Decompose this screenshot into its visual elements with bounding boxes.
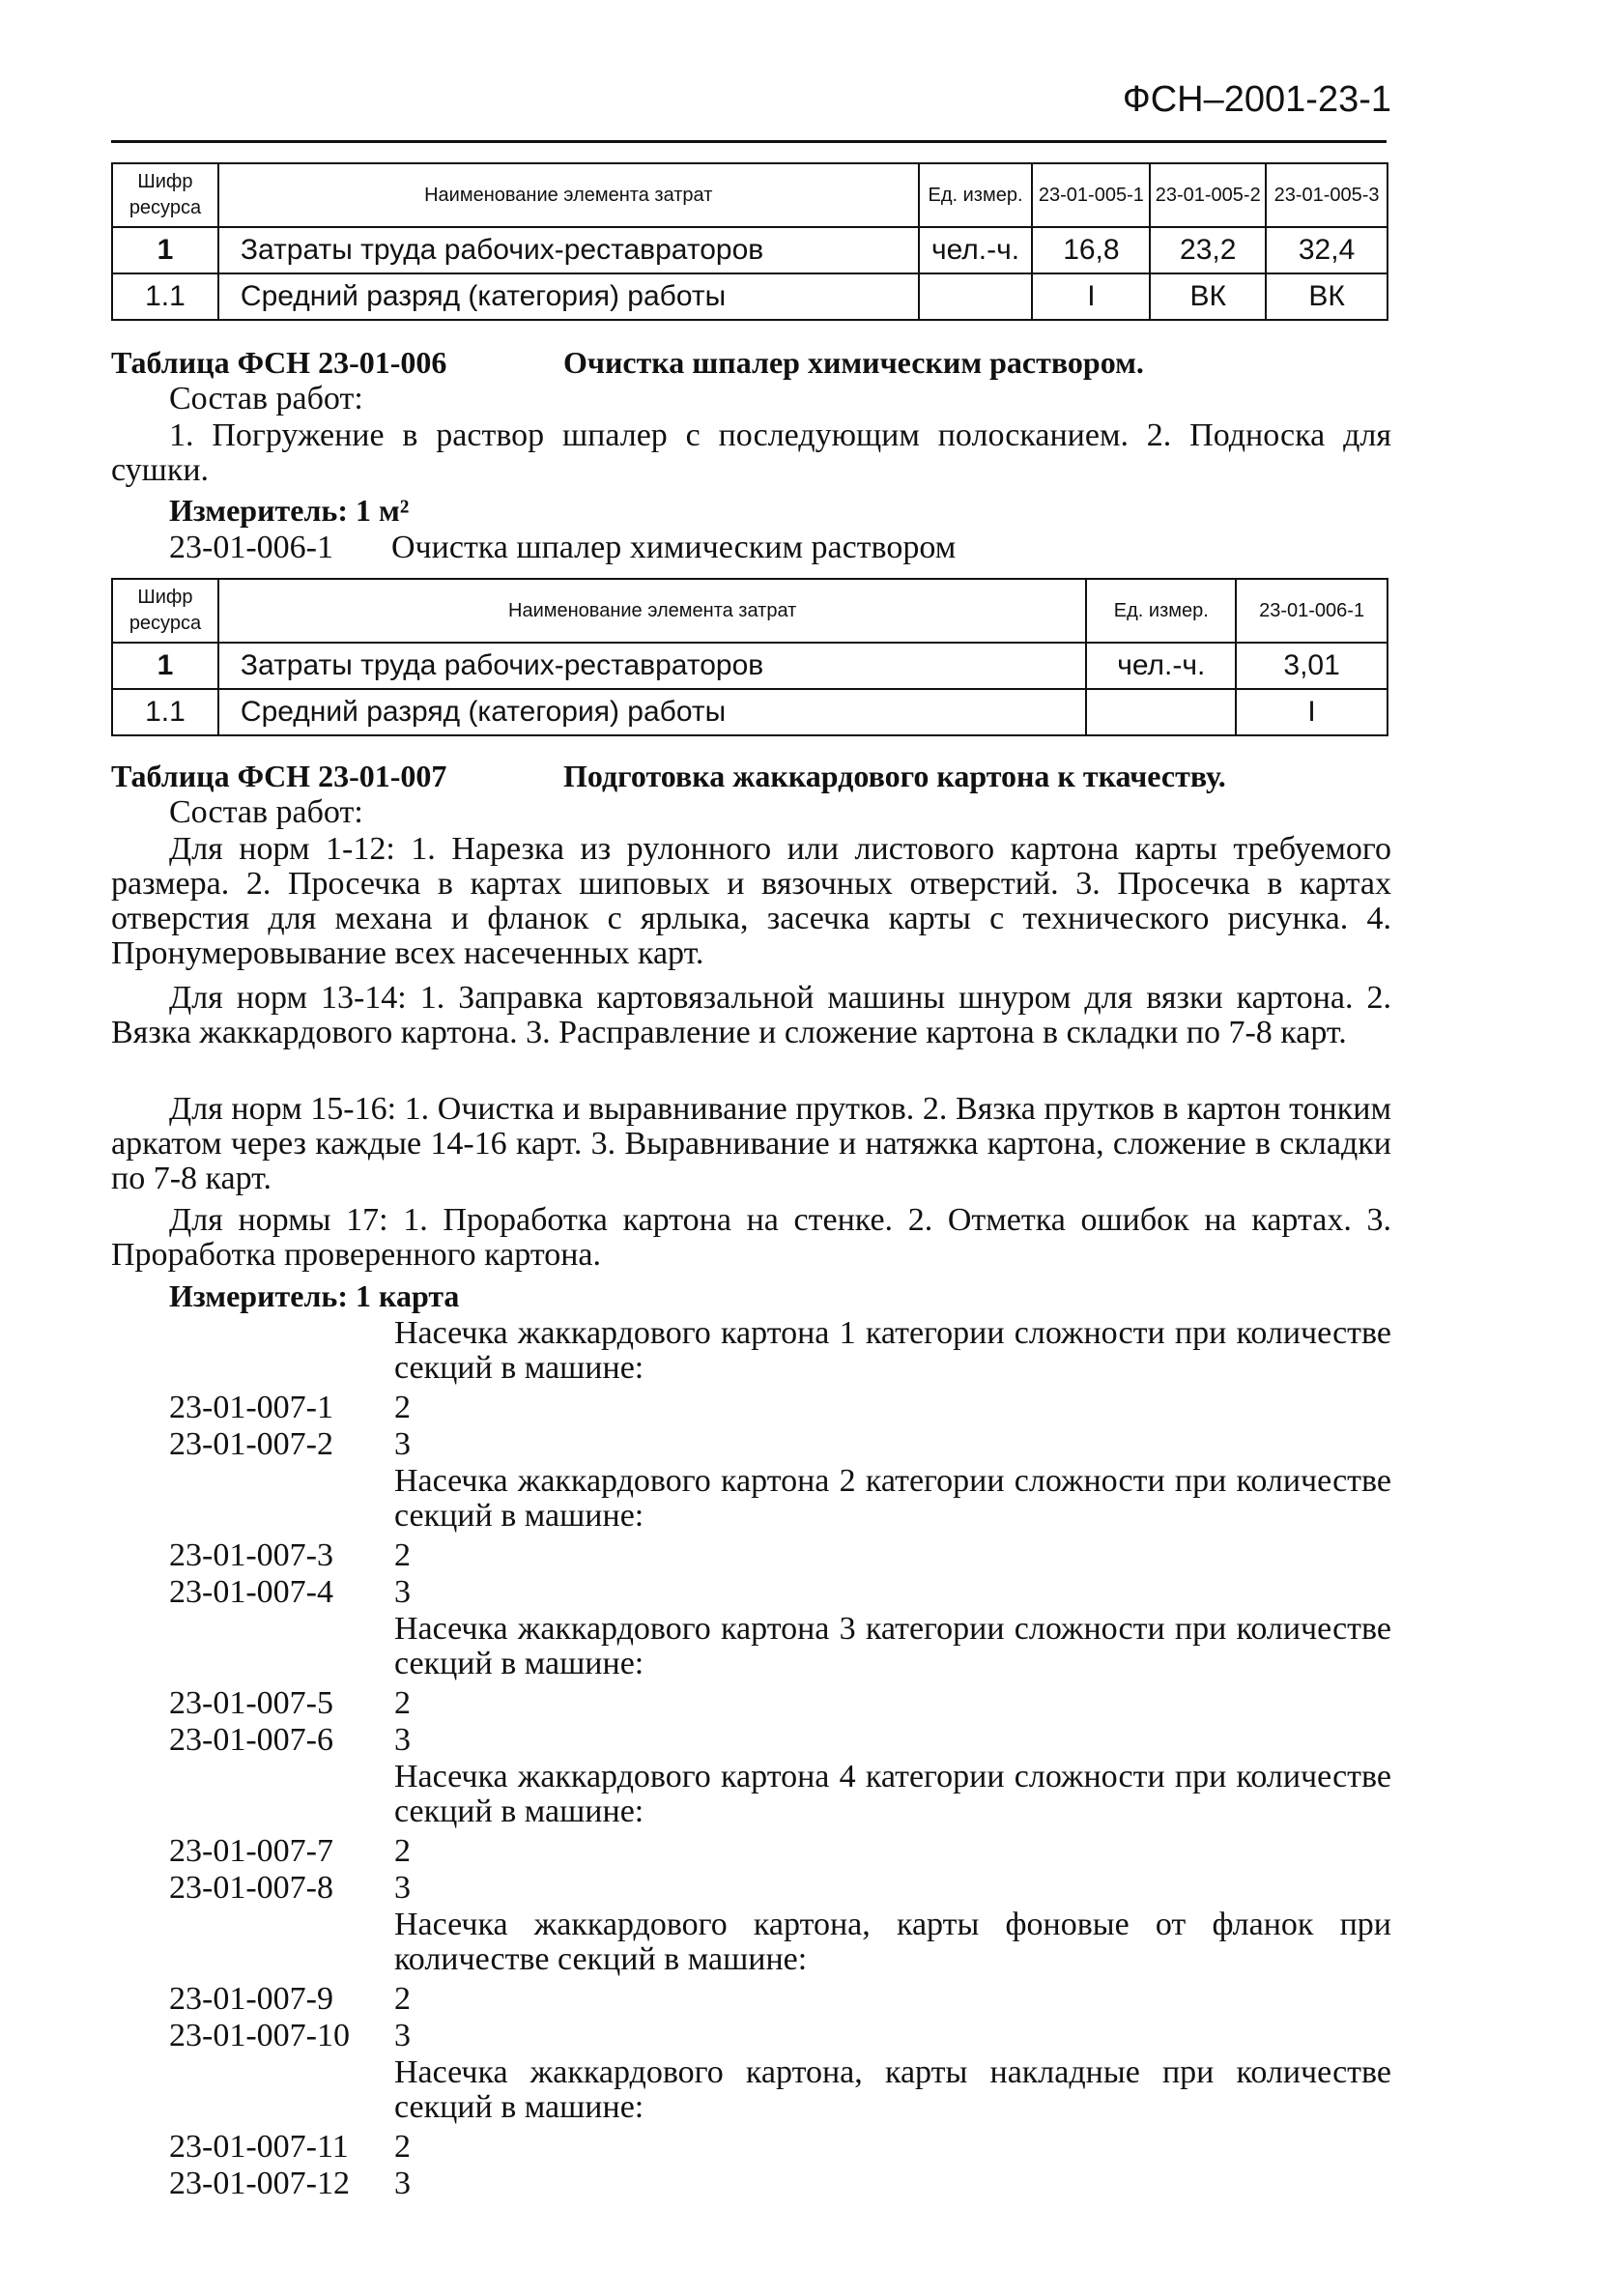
- norm-code: 23-01-007-2: [169, 1426, 333, 1462]
- table-cell: 16,8: [1032, 227, 1150, 273]
- table-cell: ВК: [1150, 273, 1266, 320]
- norm-code: 23-01-007-4: [169, 1574, 333, 1610]
- table-label: Таблица ФСН 23-01-006: [111, 345, 447, 380]
- works-paragraph: Для нормы 17: 1. Проработка картона на стенке. 2. Отметка ошибок на картах. 3. Проработка проверенного картона.: [111, 1202, 1391, 1273]
- header-cell: Шифр ресурса: [112, 163, 218, 227]
- section-heading: Подготовка жаккардового картона к ткачеству.: [563, 759, 1226, 793]
- norm-item: [169, 2166, 411, 2202]
- norm-code: 23-01-007-1: [169, 1390, 333, 1425]
- table-row: [112, 643, 1387, 689]
- norm-value: 2: [394, 1390, 411, 1425]
- table-header-row: [112, 163, 1387, 227]
- norm-item: [169, 530, 957, 566]
- header-cell: Наименование элемента затрат: [218, 579, 1086, 643]
- section-title-007: [111, 759, 1226, 794]
- norm-item: [169, 2018, 411, 2054]
- norm-code: 23-01-007-8: [169, 1870, 333, 1906]
- norm-group-name: Насечка жаккардового картона 4 категории сложности при количестве секций в машине:: [394, 1759, 1391, 1829]
- header-cell: Ед. измер.: [919, 163, 1033, 227]
- norm-item: [169, 1390, 411, 1426]
- table-label: Таблица ФСН 23-01-007: [111, 759, 447, 793]
- norm-code: 23-01-007-12: [169, 2166, 350, 2201]
- norm-group-name: Насечка жаккардового картона 1 категории сложности при количестве секций в машине:: [394, 1315, 1391, 1386]
- table-cell: I: [1236, 689, 1387, 735]
- norm-item: [169, 1685, 411, 1722]
- table-header-row: [112, 579, 1387, 643]
- norm-item: [169, 1981, 411, 2018]
- header-cell: 23-01-005-1: [1032, 163, 1150, 227]
- header-cell: 23-01-005-3: [1266, 163, 1387, 227]
- table-cell: Средний разряд (категория) работы: [218, 689, 1086, 735]
- norm-value: 2: [394, 2129, 411, 2165]
- table-cell: чел.-ч.: [919, 227, 1033, 273]
- norm-item: [169, 1722, 411, 1759]
- header-cell: 23-01-005-2: [1150, 163, 1266, 227]
- norm-item: [169, 1574, 411, 1611]
- works-paragraph: Для норм 13-14: 1. Заправка картовязальной машины шнуром для вязки картона. 2. Вязка жаккардового картона. 3. Расправление и сложение картона в складки по 7-8 карт.: [111, 980, 1391, 1050]
- norm-code: 23-01-006-1: [169, 530, 333, 565]
- table-cell: 1.1: [112, 273, 218, 320]
- norm-code: 23-01-007-6: [169, 1722, 333, 1758]
- norm-value: 3: [394, 2166, 411, 2201]
- resource-table-006: [111, 578, 1388, 736]
- works-label: Состав работ:: [169, 794, 363, 830]
- header-cell: 23-01-006-1: [1236, 579, 1387, 643]
- norm-group-name: Насечка жаккардового картона, карты фоновые от фланок при количестве секций в машине:: [394, 1907, 1391, 1977]
- header-cell: Шифр ресурса: [112, 579, 218, 643]
- table-cell: Затраты труда рабочих-реставраторов: [218, 643, 1086, 689]
- header-rule: [111, 140, 1387, 143]
- norm-code: 23-01-007-9: [169, 1981, 333, 2017]
- norm-group-name: Насечка жаккардового картона 3 категории сложности при количестве секций в машине:: [394, 1611, 1391, 1681]
- norm-value: 3: [394, 2018, 411, 2053]
- table-cell: 1.1: [112, 689, 218, 735]
- table-cell: Затраты труда рабочих-реставраторов: [218, 227, 919, 273]
- table-row: [112, 273, 1387, 320]
- norm-group-name: Насечка жаккардового картона, карты накладные при количестве секций в машине:: [394, 2054, 1391, 2125]
- table-cell: 23,2: [1150, 227, 1266, 273]
- norm-value: 2: [394, 1537, 411, 1573]
- table-cell: I: [1032, 273, 1150, 320]
- norm-code: 23-01-007-3: [169, 1537, 333, 1573]
- measure-label: Измеритель: 1 карта: [169, 1278, 460, 1313]
- works-label: Состав работ:: [169, 381, 363, 416]
- norm-value: 2: [394, 1685, 411, 1721]
- norm-value: 3: [394, 1426, 411, 1462]
- norm-value: 3: [394, 1870, 411, 1906]
- table-cell: Средний разряд (категория) работы: [218, 273, 919, 320]
- norm-value: 2: [394, 1981, 411, 2017]
- norm-item: [169, 1870, 411, 1907]
- table-cell: [919, 273, 1033, 320]
- table-cell: 1: [112, 643, 218, 689]
- table-cell: 3,01: [1236, 643, 1387, 689]
- works-paragraph: Для норм 15-16: 1. Очистка и выравнивание прутков. 2. Вязка прутков в картон тонким аркатом через каждые 14-16 карт. 3. Выравнивание и натяжка картона, сложение в складки по 7-8 карт.: [111, 1091, 1391, 1196]
- norm-value: 3: [394, 1722, 411, 1758]
- section-heading: Очистка шпалер химическим раствором.: [563, 345, 1144, 380]
- norm-group-name: Насечка жаккардового картона 2 категории сложности при количестве секций в машине:: [394, 1463, 1391, 1534]
- norm-name: Очистка шпалер химическим раствором: [391, 530, 957, 565]
- table-cell: чел.-ч.: [1086, 643, 1236, 689]
- norm-value: 3: [394, 1574, 411, 1610]
- works-text: 1. Погружение в раствор шпалер с последующим полосканием. 2. Подноска для сушки.: [111, 417, 1391, 488]
- table-cell: 32,4: [1266, 227, 1387, 273]
- norm-item: [169, 1537, 411, 1574]
- norm-item: [169, 1833, 411, 1870]
- works-paragraph: Для норм 1-12: 1. Нарезка из рулонного или листового картона карты требуемого размера. 2. Просечка в картах шиповых и вязочных отверстий. 3. Просечка в картах отверстия для механа и фланок с ярлыка, засечка карты с технического рисунка. 4. Пронумеровывание всех насеченных карт.: [111, 831, 1391, 971]
- table-cell: [1086, 689, 1236, 735]
- table-cell: ВК: [1266, 273, 1387, 320]
- norm-item: [169, 2129, 411, 2166]
- norm-code: 23-01-007-11: [169, 2129, 349, 2165]
- header-cell: Ед. измер.: [1086, 579, 1236, 643]
- norm-code: 23-01-007-7: [169, 1833, 333, 1869]
- table-row: [112, 227, 1387, 273]
- header-cell: Наименование элемента затрат: [218, 163, 919, 227]
- table-cell: 1: [112, 227, 218, 273]
- norm-value: 2: [394, 1833, 411, 1869]
- norm-code: 23-01-007-10: [169, 2018, 350, 2053]
- norm-code: 23-01-007-5: [169, 1685, 333, 1721]
- section-title-006: [111, 345, 1144, 381]
- measure-label: Измеритель: 1 м²: [169, 493, 410, 528]
- document-code: ФСН–2001-23-1: [1122, 79, 1391, 120]
- resource-table-005: [111, 162, 1388, 321]
- table-row: [112, 689, 1387, 735]
- norm-item: [169, 1426, 411, 1463]
